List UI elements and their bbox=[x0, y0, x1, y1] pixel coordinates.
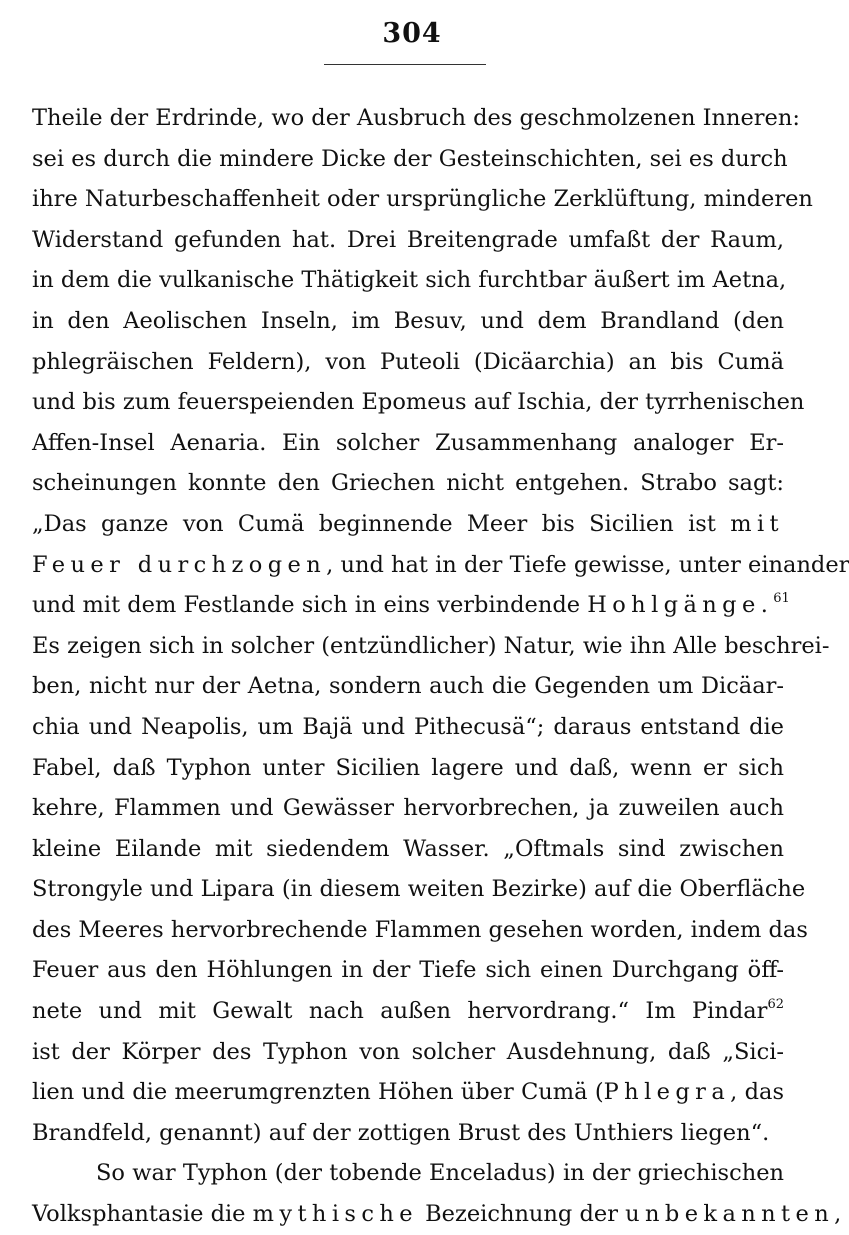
text-line bbox=[32, 585, 790, 626]
text-run: chia und Neapolis, um Bajä und Pithecusä“; daraus entstand die bbox=[32, 713, 784, 740]
text-run: Affen-Insel Aenaria. Ein solcher Zusammenhang analoger Er- bbox=[32, 429, 784, 456]
text-line bbox=[32, 504, 784, 545]
text-line bbox=[32, 869, 806, 910]
text-line bbox=[32, 1194, 842, 1235]
text-run: , und hat in der Tiefe gewisse, unter einander bbox=[326, 551, 849, 578]
text-run: lien und die meerumgrenzten Höhen über Cumä ( bbox=[32, 1079, 604, 1106]
text-run: „Das ganze von Cumä beginnende Meer bis Sicilien ist bbox=[32, 510, 731, 537]
text-run: scheinungen konnte den Griechen nicht entgehen. Strabo sagt: bbox=[32, 470, 784, 497]
text-line bbox=[32, 220, 784, 261]
text-line bbox=[32, 545, 849, 586]
text-line bbox=[32, 707, 784, 748]
footnote-marker: 61 bbox=[773, 590, 790, 606]
spaced-emphasis: Feuer durchzogen bbox=[32, 551, 327, 578]
text-line bbox=[32, 423, 784, 464]
text-run: sei es durch die mindere Dicke der Gesteinschichten, sei es durch bbox=[32, 145, 788, 172]
text-line bbox=[32, 748, 784, 789]
text-run: , das bbox=[730, 1079, 784, 1106]
text-line bbox=[32, 342, 784, 383]
text-run: Theile der Erdrinde, wo der Ausbruch des geschmolzenen Inneren: bbox=[32, 105, 800, 131]
text-line bbox=[32, 950, 784, 991]
text-run: Widerstand gefunden hat. Drei Breitengrade umfaßt der Raum, bbox=[32, 226, 784, 253]
text-run: ben, nicht nur der Aetna, sondern auch die Gegenden um Dicäar- bbox=[32, 673, 784, 700]
text-line bbox=[32, 463, 784, 504]
text-run: des Meeres hervorbrechende Flammen gesehen worden, indem das bbox=[32, 916, 808, 943]
spaced-emphasis: unbekannten bbox=[625, 1201, 835, 1228]
text-run: ist der Körper des Typhon von solcher Ausdehnung, daß „Sici- bbox=[32, 1038, 784, 1065]
body-text bbox=[32, 98, 849, 1235]
text-run: ihre Naturbeschaffenheit oder ursprüngliche Zerklüftung, minderen bbox=[32, 186, 813, 213]
text-line bbox=[32, 1032, 784, 1073]
text-run: , bbox=[834, 1201, 842, 1228]
text-run: kehre, Flammen und Gewässer hervorbrechen, ja zuweilen auch bbox=[32, 795, 784, 822]
text-run: Es zeigen sich in solcher (entzündlicher) Natur, wie ihn Alle beschrei- bbox=[32, 632, 830, 659]
text-line bbox=[32, 1072, 784, 1113]
text-line bbox=[32, 179, 813, 220]
text-run: Brandfeld, genannt) auf der zottigen Brust des Unthiers liegen“. bbox=[32, 1119, 770, 1146]
text-line bbox=[32, 829, 784, 870]
text-line bbox=[32, 626, 830, 667]
text-run: und bis zum feuerspeienden Epomeus auf Ischia, der tyrrhenischen bbox=[32, 389, 805, 416]
text-run: Strongyle und Lipara (in diesem weiten Bezirke) auf die Oberfläche bbox=[32, 876, 806, 903]
text-line bbox=[32, 991, 784, 1032]
text-run: nete und mit Gewalt nach außen hervordrang.“ Im Pindar bbox=[32, 998, 768, 1025]
text-line bbox=[32, 301, 784, 342]
text-line bbox=[32, 139, 788, 180]
text-line bbox=[32, 1153, 784, 1194]
text-run: und mit dem Festlande sich in eins verbindende bbox=[32, 592, 588, 619]
text-line bbox=[32, 910, 808, 951]
text-line bbox=[32, 788, 784, 829]
spaced-emphasis: mythische bbox=[252, 1201, 418, 1228]
footnote-marker: 62 bbox=[767, 996, 784, 1012]
text-line bbox=[32, 98, 800, 139]
text-run: Fabel, daß Typhon unter Sicilien lagere und daß, wenn er sich bbox=[32, 754, 784, 781]
text-run: So war Typhon (der tobende Enceladus) in der griechischen bbox=[96, 1160, 784, 1187]
spaced-emphasis: Hohlgänge. bbox=[587, 592, 774, 619]
spaced-emphasis: Phlegra bbox=[603, 1079, 731, 1106]
text-run: Feuer aus den Höhlungen in der Tiefe sich einen Durchgang öff- bbox=[32, 957, 784, 984]
page-number: 304 bbox=[382, 18, 442, 49]
header-rule bbox=[324, 64, 486, 65]
text-line bbox=[32, 260, 787, 301]
text-run: Volksphantasie die bbox=[32, 1201, 253, 1228]
text-line bbox=[32, 1113, 784, 1154]
text-run: kleine Eilande mit siedendem Wasser. „Oftmals sind zwischen bbox=[32, 835, 784, 862]
text-run: in den Aeolischen Inseln, im Besuv, und dem Brandland (den bbox=[32, 307, 784, 334]
text-run: phlegräischen Feldern), von Puteoli (Dicäarchia) an bis Cumä bbox=[32, 348, 784, 375]
text-run: in dem die vulkanische Thätigkeit sich furchtbar äußert im Aetna, bbox=[32, 267, 787, 294]
text-run: Bezeichnung der bbox=[417, 1201, 626, 1228]
spaced-emphasis: mit bbox=[730, 510, 784, 537]
text-line bbox=[32, 382, 805, 423]
text-line bbox=[32, 666, 784, 707]
